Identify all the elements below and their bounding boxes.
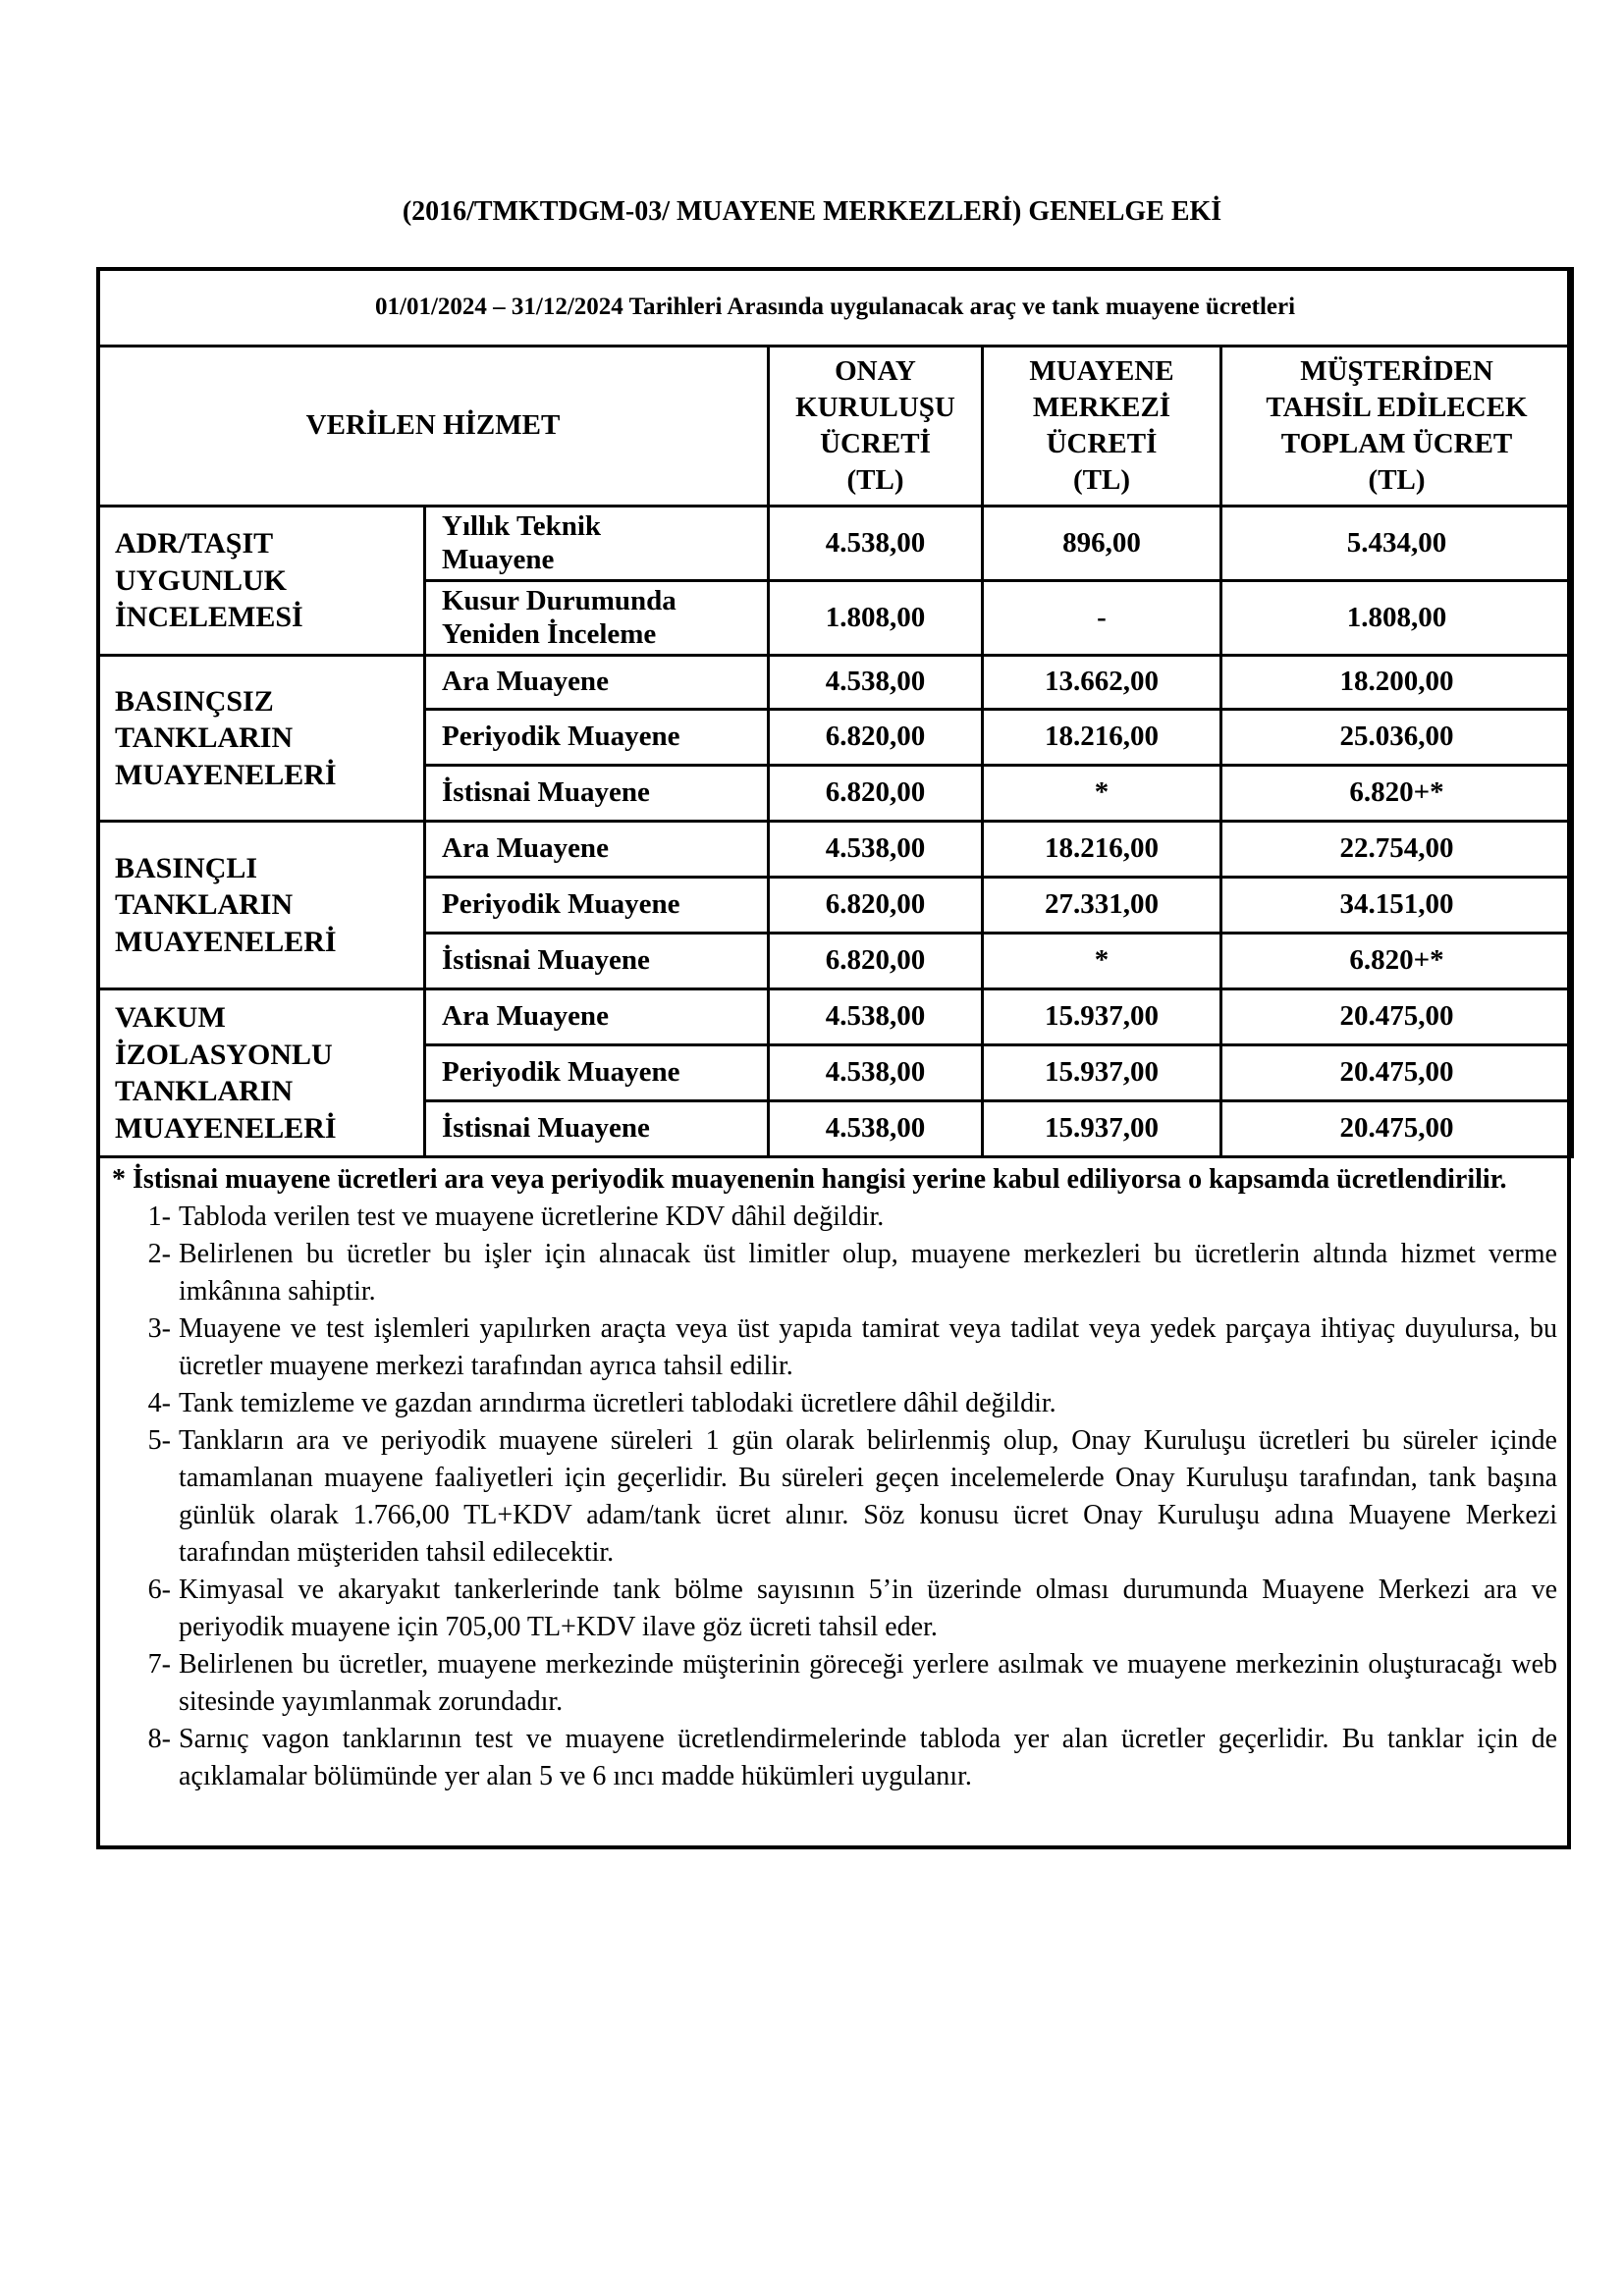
group-label-adr: ADR/TAŞIT UYGUNLUK İNCELEMESİ: [98, 507, 425, 656]
onay-fee: 6.820,00: [769, 934, 983, 989]
note-text: Kimyasal ve akaryakıt tankerlerinde tank bölme sayısının 5’in üzerinde olması durumunda Muayene Merkezi ara ve periyodik muayene için 705,00 TL+KDV ilave göz ücreti tahsil eder.: [179, 1575, 1557, 1642]
onay-fee: 4.538,00: [769, 989, 983, 1045]
note-item: [112, 1199, 1557, 1236]
period-row: [98, 269, 1573, 347]
note-number: 8-: [147, 1724, 171, 1754]
note-text: Tank temizleme ve gazdan arındırma ücretleri tablodaki ücretlere dâhil değildir.: [179, 1388, 1056, 1418]
header-row: [98, 347, 1573, 507]
total-fee: 1.808,00: [1221, 581, 1573, 656]
center-fee: 18.216,00: [983, 822, 1221, 878]
onay-fee: 6.820,00: [769, 766, 983, 822]
table-row: [98, 822, 1573, 878]
service-name: İstisnai Muayene: [425, 934, 769, 989]
service-name: Periyodik Muayene: [425, 710, 769, 766]
total-fee: 5.434,00: [1221, 507, 1573, 581]
note-number: 6-: [147, 1575, 171, 1605]
service-name: Ara Muayene: [425, 822, 769, 878]
total-fee: 34.151,00: [1221, 878, 1573, 934]
service-name: Kusur Durumunda Yeniden İnceleme: [425, 581, 769, 656]
total-fee: 20.475,00: [1221, 989, 1573, 1045]
service-name: İstisnai Muayene: [425, 766, 769, 822]
center-fee: 27.331,00: [983, 878, 1221, 934]
onay-fee-header: ONAY KURULUŞU ÜCRETİ (TL): [769, 347, 983, 507]
total-fee: 6.820+*: [1221, 766, 1573, 822]
group-label-pressurized: BASINÇLI TANKLARIN MUAYENELERİ: [98, 822, 425, 989]
onay-fee: 4.538,00: [769, 1045, 983, 1101]
period-cell: [98, 269, 1573, 347]
center-fee: 15.937,00: [983, 1101, 1221, 1157]
group-label-unpressurized: BASINÇSIZ TANKLARIN MUAYENELERİ: [98, 656, 425, 822]
group-label-vacuum: VAKUM İZOLASYONLU TANKLARIN MUAYENELERİ: [98, 989, 425, 1157]
note-number: 4-: [147, 1388, 171, 1418]
onay-fee: 1.808,00: [769, 581, 983, 656]
note-text: Tabloda verilen test ve muayene ücretlerine KDV dâhil değildir.: [179, 1201, 885, 1232]
note-item: [112, 1385, 1557, 1422]
note-number: 5-: [147, 1425, 171, 1456]
service-name: Ara Muayene: [425, 989, 769, 1045]
center-fee: 15.937,00: [983, 989, 1221, 1045]
note-item: [112, 1310, 1557, 1385]
note-text: Tankların ara ve periyodik muayene süreleri 1 gün olarak belirlenmiş olup, Onay Kuruluşu ücretleri bu süreler içinde tamamlanan muayene faaliyetleri için geçerlidir. Bu süreleri geçen incelemelerde Onay Kuruluşu tarafından, tank başına günlük olarak 1.766,00 TL+KDV adam/tank ücret alınır. Söz konusu ücret Onay Kuruluşu adına Muayene Merkezi tarafından müşteriden tahsil edilecektir.: [179, 1425, 1557, 1568]
period-text: 01/01/2024 – 31/12/2024 Tarihleri Arasında uygulanacak araç ve tank: [375, 293, 1106, 320]
onay-fee: 4.538,00: [769, 822, 983, 878]
table-row: [98, 507, 1573, 581]
note-item: [112, 1422, 1557, 1572]
table-row: [98, 989, 1573, 1045]
asterisk-note: * İstisnai muayene ücretleri ara veya periyodik muayenenin hangisi yerine kabul ediliyorsa o kapsamda ücretlendirilir.: [112, 1164, 1507, 1195]
onay-fee: 4.538,00: [769, 507, 983, 581]
note-number: 2-: [147, 1239, 171, 1269]
center-fee: 13.662,00: [983, 656, 1221, 710]
service-name: İstisnai Muayene: [425, 1101, 769, 1157]
center-fee: 15.937,00: [983, 1045, 1221, 1101]
service-name: Periyodik Muayene: [425, 1045, 769, 1101]
note-number: 1-: [147, 1201, 171, 1232]
note-number: 3-: [147, 1313, 171, 1344]
note-text: Muayene ve test işlemleri yapılırken araçta veya üst yapıda tamirat veya tadilat veya yedek parçaya ihtiyaç duyulursa, bu ücretler muayene merkezi tarafından ayrıca tahsil edilir.: [179, 1313, 1557, 1381]
total-fee: 20.475,00: [1221, 1101, 1573, 1157]
table-row: [98, 656, 1573, 710]
center-fee: *: [983, 934, 1221, 989]
center-fee: *: [983, 766, 1221, 822]
total-fee: 20.475,00: [1221, 1045, 1573, 1101]
service-name: Yıllık Teknik Muayene: [425, 507, 769, 581]
total-fee-header: MÜŞTERİDEN TAHSİL EDİLECEK TOPLAM ÜCRET (TL): [1221, 347, 1573, 507]
service-header: VERİLEN HİZMET: [98, 347, 769, 507]
note-item: [112, 1721, 1557, 1795]
note-item: [112, 1236, 1557, 1310]
onay-fee: 6.820,00: [769, 878, 983, 934]
note-text: Belirlenen bu ücretler, muayene merkezinde müşterinin göreceği yerlere asılmak ve muayene merkezinin oluşturacağı web sitesinde yayımlanmak zorundadır.: [179, 1649, 1557, 1717]
center-fee: -: [983, 581, 1221, 656]
note-item: [112, 1646, 1557, 1721]
onay-fee: 6.820,00: [769, 710, 983, 766]
total-fee: 22.754,00: [1221, 822, 1573, 878]
service-name: Ara Muayene: [425, 656, 769, 710]
service-name: Periyodik Muayene: [425, 878, 769, 934]
fee-table: [96, 267, 1574, 1158]
center-fee: 18.216,00: [983, 710, 1221, 766]
notes-section: [112, 1161, 1557, 1795]
center-fee-header: MUAYENE MERKEZİ ÜCRETİ (TL): [983, 347, 1221, 507]
total-fee: 18.200,00: [1221, 656, 1573, 710]
note-item: [112, 1572, 1557, 1646]
onay-fee: 4.538,00: [769, 1101, 983, 1157]
note-number: 7-: [147, 1649, 171, 1680]
total-fee: 25.036,00: [1221, 710, 1573, 766]
note-text: Sarnıç vagon tanklarının test ve muayene ücretlendirmelerinde tabloda yer alan ücretler geçerlidir. Bu tanklar için de açıklamalar bölümünde yer alan 5 ve 6 ıncı madde hükümleri uygulanır.: [179, 1724, 1557, 1791]
onay-fee: 4.538,00: [769, 656, 983, 710]
center-fee: 896,00: [983, 507, 1221, 581]
total-fee: 6.820+*: [1221, 934, 1573, 989]
document-title: (2016/TMKTDGM-03/ MUAYENE MERKEZLERİ) GENELGE EKİ: [402, 196, 1222, 227]
period-text-emphasis: muayene ücretleri: [1105, 293, 1296, 320]
note-text: Belirlenen bu ücretler bu işler için alınacak üst limitler olup, muayene merkezleri bu ücretlerin altında hizmet verme imkânına sahiptir.: [179, 1239, 1557, 1307]
